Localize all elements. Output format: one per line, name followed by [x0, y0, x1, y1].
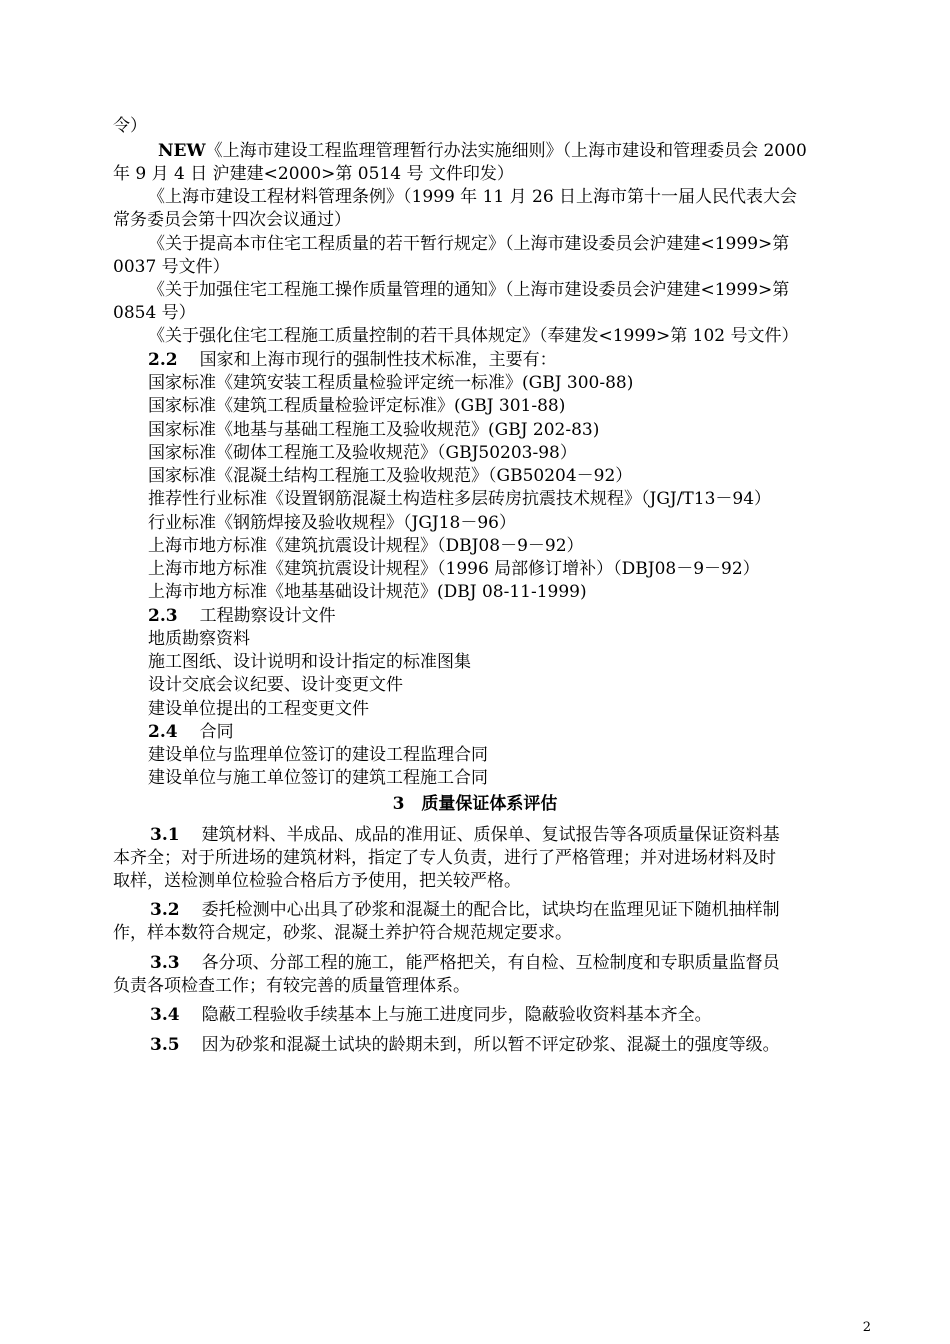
- text-line: 年 9 月 4 日 沪建建<2000>第 0514 号 文件印发）: [113, 164, 514, 184]
- list-item: 建设单位提出的工程变更文件: [148, 699, 369, 719]
- list-item: 上海市地方标准《建筑抗震设计规程》（DBJ08－9－92）: [148, 536, 584, 556]
- list-item: 上海市地方标准《地基基础设计规范》(DBJ 08-11-1999): [148, 582, 587, 602]
- list-item: 国家标准《建筑安装工程质量检验评定统一标准》(GBJ 300-88): [148, 373, 634, 393]
- section-heading: 2.3 工程勘察设计文件: [148, 606, 336, 626]
- paragraph-line: 3.2 委托检测中心出具了砂浆和混凝土的配合比，试块均在监理见证下随机抽样制: [150, 900, 780, 920]
- text-line: 令）: [113, 116, 147, 136]
- text-line: 《关于加强住宅工程施工操作质量管理的通知》（上海市建设委员会沪建建<1999>第: [148, 280, 790, 300]
- paragraph-line: 3.1 建筑材料、半成品、成品的准用证、质保单、复试报告等各项质量保证资料基: [150, 825, 780, 845]
- text-line: NEW《上海市建设工程监理管理暂行办法实施细则》（上海市建设和管理委员会 2000: [158, 141, 807, 161]
- list-item: 行业标准《钢筋焊接及验收规程》（JGJ18－96）: [148, 513, 516, 533]
- text-line: 0854 号）: [113, 303, 196, 323]
- list-item: 国家标准《混凝土结构工程施工及验收规范》（GB50204－92）: [148, 466, 633, 486]
- paragraph-line: 3.4 隐蔽工程验收手续基本上与施工进度同步，隐蔽验收资料基本齐全。: [150, 1005, 712, 1025]
- text-line: 《关于提高本市住宅工程质量的若干暂行规定》（上海市建设委员会沪建建<1999>第: [148, 234, 790, 254]
- paragraph-line: 3.5 因为砂浆和混凝土试块的龄期未到，所以暂不评定砂浆、混凝土的强度等级。: [150, 1035, 780, 1055]
- section-heading: 2.2 国家和上海市现行的强制性技术标准，主要有：: [148, 350, 557, 370]
- paragraph-line: 作，样本数符合规定，砂浆、混凝土养护符合规范规定要求。: [113, 923, 572, 943]
- list-item: 上海市地方标准《建筑抗震设计规程》（1996 局部修订增补）（DBJ08－9－92）: [148, 559, 760, 579]
- paragraph-line: 3.3 各分项、分部工程的施工，能严格把关，有自检、互检制度和专职质量监督员: [150, 953, 780, 973]
- text-line: 《上海市建设工程材料管理条例》（1999 年 11 月 26 日上海市第十一届人民代表大会: [148, 187, 798, 207]
- list-item: 国家标准《建筑工程质量检验评定标准》(GBJ 301-88): [148, 396, 566, 416]
- text-line: 《关于强化住宅工程施工质量控制的若干具体规定》（奉建发<1999>第 102 号文件）: [148, 326, 799, 346]
- paragraph-line: 负责各项检查工作；有较完善的质量管理体系。: [113, 976, 470, 996]
- list-item: 设计交底会议纪要、设计变更文件: [148, 675, 403, 695]
- list-item: 推荐性行业标准《设置钢筋混凝土构造柱多层砖房抗震技术规程》（JGJ/T13－94）: [148, 489, 772, 509]
- list-item: 施工图纸、设计说明和设计指定的标准图集: [148, 652, 471, 672]
- paragraph-line: 取样，送检测单位检验合格后方予使用，把关较严格。: [113, 871, 521, 891]
- text-line: 0037 号文件）: [113, 257, 230, 277]
- chapter-heading: 3 质量保证体系评估: [392, 794, 558, 814]
- list-item: 建设单位与施工单位签订的建筑工程施工合同: [148, 768, 488, 788]
- list-item: 国家标准《地基与基础工程施工及验收规范》(GBJ 202-83): [148, 420, 600, 440]
- paragraph-line: 本齐全；对于所进场的建筑材料，指定了专人负责，进行了严格管理；并对进场材料及时: [113, 848, 776, 868]
- list-item: 地质勘察资料: [148, 629, 250, 649]
- text-line: 常务委员会第十四次会议通过）: [113, 210, 351, 230]
- list-item: 建设单位与监理单位签订的建设工程监理合同: [148, 745, 488, 765]
- section-heading: 2.4 合同: [148, 722, 234, 742]
- list-item: 国家标准《砌体工程施工及验收规范》（GBJ50203-98）: [148, 443, 577, 463]
- page-number: 2: [862, 1320, 871, 1335]
